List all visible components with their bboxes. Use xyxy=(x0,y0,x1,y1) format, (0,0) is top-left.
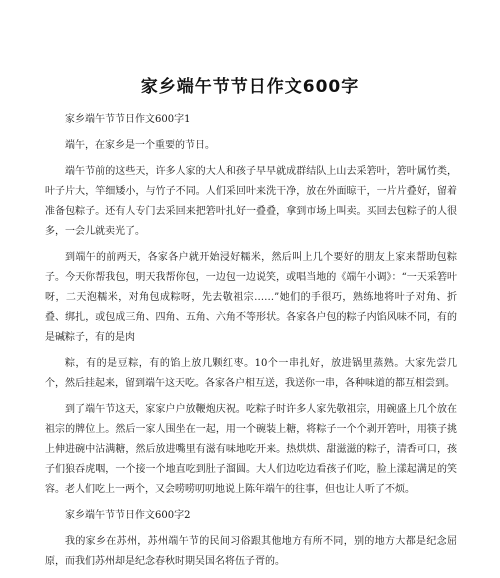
document-body xyxy=(45,110,457,578)
paragraph: 端午，在家乡是一个重要的节日。 xyxy=(65,140,215,151)
document-title: 家乡端午节节日作文600字 xyxy=(140,77,360,97)
paragraph: 到端午的前两天，各家各户就开始浸好糯米，然后叫上几个要好的朋友上家来帮助包粽子。今天你帮我包，明天我帮你包，一边包一边说笑，或唱当地的《端午小调》：“一天采箬叶呀，二天泡糯米，对角包成粽呀，先去敬祖宗……”她们的手很巧，熟练地将叶子对角、折叠、绑扎，或包成三角、四角、五角、六角不等形状。各家各户包的粽子内馅风味不同，有的是碱粽子，有的是肉 xyxy=(45,252,457,343)
section-heading: 家乡端午节节日作文600字2 xyxy=(65,510,191,521)
section-heading: 家乡端午节节日作文600字1 xyxy=(65,114,191,125)
paragraph: 粽，有的是豆粽，有的馅上放几颗红枣。10个一串扎好，放进锅里蒸熟。大家先尝几个，然后挂起来，留到端午这天吃。各家各户相互送，我送你一串，各种味道的都互相尝到。 xyxy=(45,358,457,389)
paragraph: 我的家乡在苏州，苏州端午节的民间习俗跟其他地方有所不同，别的地方大都是纪念屈原，而我们苏州却是纪念春秋时期吴国名将伍子胥的。 xyxy=(45,536,457,567)
paragraph: 到了端午节这天，家家户户放鞭炮庆祝。吃粽子时许多人家先敬祖宗，用碗盛上几个放在祖宗的牌位上。然后一家人围坐在一起，用一个碗装上糖，将粽子一个个剥开箬叶，用筷子挑上伸进碗中沾满糖，然后放进嘴里有滋有味地吃开来。热烘烘、甜滋滋的粽子，清香可口，孩子们狼吞虎咽，一个接一个地直吃到肚子溜圆。大人们边吃边看孩子们吃，脸上漾起满足的笑容。老人们吃上一两个，又会唠唠叨叨地说上陈年端午的往事，但也让人听了不烦。 xyxy=(45,404,457,495)
paragraph: 端午节前的这些天，许多人家的大人和孩子早早就成群结队上山去采箬叶，箬叶属竹类，叶子片大，竿细矮小，与竹子不同。人们采回叶来洗干净，放在外面晾干，一片片叠好，留着准备包粽子。还有人专门去采回来把箬叶扎好一叠叠，拿到市场上叫卖。买回去包粽子的人很多，一会儿就卖光了。 xyxy=(45,166,457,237)
